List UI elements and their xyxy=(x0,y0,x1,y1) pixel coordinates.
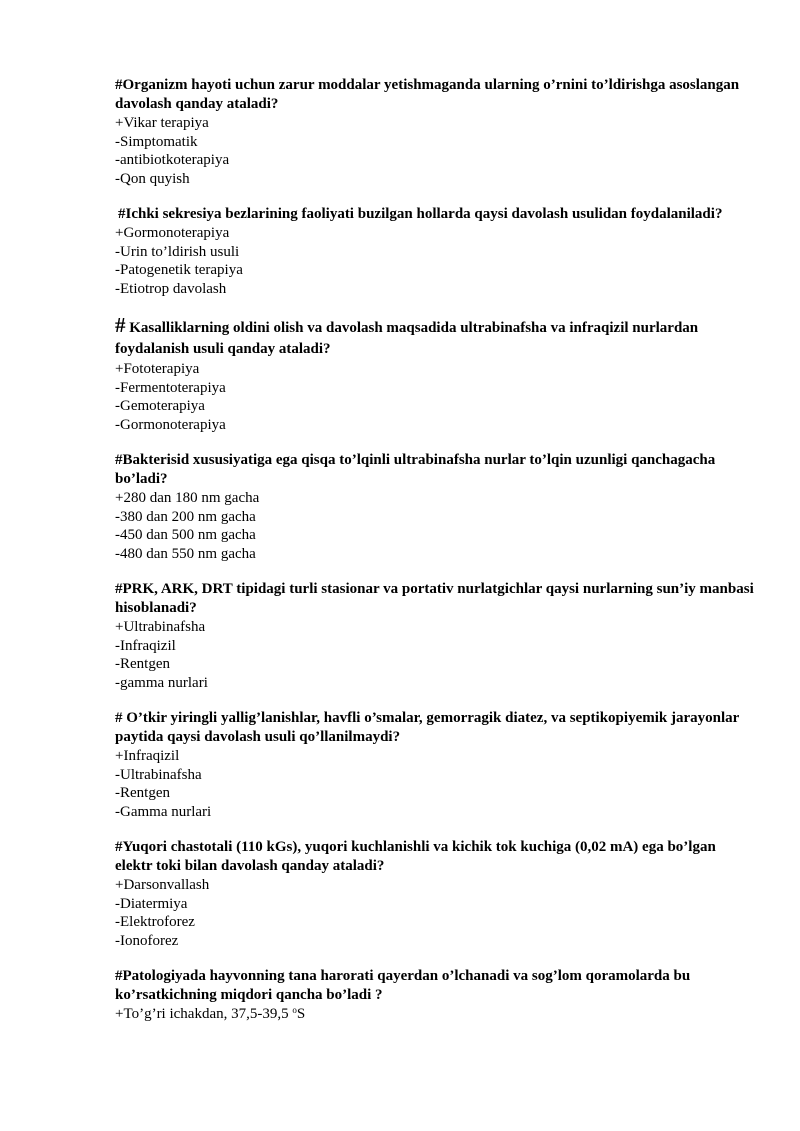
answer-option: -Diatermiya xyxy=(115,895,188,912)
question-text xyxy=(115,315,755,360)
answer-option: -Elektroforez xyxy=(115,914,195,930)
question-text-content: #Ichki sekresiya bezlarining faoliyati buzilgan hollarda qaysi davolash usulidan foydalaniladi? xyxy=(118,206,723,222)
answer-option: -Ionoforez xyxy=(115,932,179,949)
answer-option: -Gamma nurlari xyxy=(115,803,212,820)
question-block xyxy=(115,838,755,950)
question-text: #Organizm hayoti uchun zarur moddalar yetishmaganda ularning o’rnini to’ldirishga asoslangan davolash qanday ataladi? xyxy=(115,77,740,112)
question-block xyxy=(115,967,755,1024)
answer-option: -Gemoterapiya xyxy=(115,398,205,414)
answer-option: -Fermentoterapiya xyxy=(115,379,226,396)
answer-option: -480 dan 550 nm gacha xyxy=(115,545,256,562)
answer-option: -Gormonoterapiya xyxy=(115,416,226,433)
answer-option xyxy=(115,1005,755,1024)
answer-option: +Infraqizil xyxy=(115,748,180,764)
answer-option: -Rentgen xyxy=(115,785,170,801)
question-block xyxy=(115,205,755,298)
answer-option: +Fototerapiya xyxy=(115,361,200,377)
answer-option: +Ultrabinafsha xyxy=(115,619,206,635)
question-block xyxy=(115,709,755,821)
question-block xyxy=(115,580,755,692)
answer-option: +280 dan 180 nm gacha xyxy=(115,490,260,506)
answer-option: -450 dan 500 nm gacha xyxy=(115,527,256,543)
answer-option: -Rentgen xyxy=(115,656,170,672)
unit-label: S xyxy=(296,1006,306,1022)
question-block xyxy=(115,451,755,563)
question-text: #PRK, ARK, DRT tipidagi turli stasionar va portativ nurlatgichlar qaysi nurlarning sun’iy manbasi hisoblanadi? xyxy=(115,581,754,616)
degree-sign: o xyxy=(292,1005,297,1015)
answer-option: -Urin to’ldirish usuli xyxy=(115,243,240,260)
answer-option: -Etiotrop davolash xyxy=(115,280,227,297)
answer-option-text: +To’g’ri ichakdan, 37,5-39,5 xyxy=(115,1006,293,1022)
question-text: #Yuqori chastotali (110 kGs), yuqori kuchlanishli va kichik tok kuchiga (0,02 mA) ega bo’lgan elektr toki bilan davolash qanday ataladi? xyxy=(115,839,716,874)
answer-option: -Patogenetik terapiya xyxy=(115,262,243,278)
answer-option: +Vikar terapiya xyxy=(115,115,209,131)
answer-option: +Gormonoterapiya xyxy=(115,225,230,241)
question-text-content: Kasalliklarning oldini olish va davolash maqsadida ultrabinafsha va infraqizil nurlardan foydalanish usuli qanday ataladi? xyxy=(115,320,699,357)
question-block xyxy=(115,315,755,434)
question-text xyxy=(115,205,755,224)
answer-option: -Infraqizil xyxy=(115,637,176,654)
answer-option: -antibiotkoterapiya xyxy=(115,152,230,168)
question-text: #Bakterisid xususiyatiga ega qisqa to’lqinli ultrabinafsha nurlar to’lqin uzunligi qanchagacha bo’ladi? xyxy=(115,452,716,487)
answer-option: +Darsonvallash xyxy=(115,877,210,893)
question-block xyxy=(115,76,755,188)
answer-option: -Ultrabinafsha xyxy=(115,766,202,783)
question-text: # O’tkir yiringli yallig’lanishlar, havfli o’smalar, gemorragik diatez, va septikopiyemik jarayonlar paytida qaysi davolash usuli qo’llanilmaydi? xyxy=(115,710,740,745)
answer-option: -380 dan 200 nm gacha xyxy=(115,508,256,525)
document-page xyxy=(115,76,755,1041)
answer-option: -Qon quyish xyxy=(115,170,190,187)
question-hash: # xyxy=(115,313,126,337)
question-text: #Patologiyada hayvonning tana harorati qayerdan o’lchanadi va sog’lom qoramolarda bu ko’rsatkichning miqdori qancha bo’ladi ? xyxy=(115,968,691,1003)
answer-option: -gamma nurlari xyxy=(115,674,208,691)
answer-option: -Simptomatik xyxy=(115,133,198,150)
